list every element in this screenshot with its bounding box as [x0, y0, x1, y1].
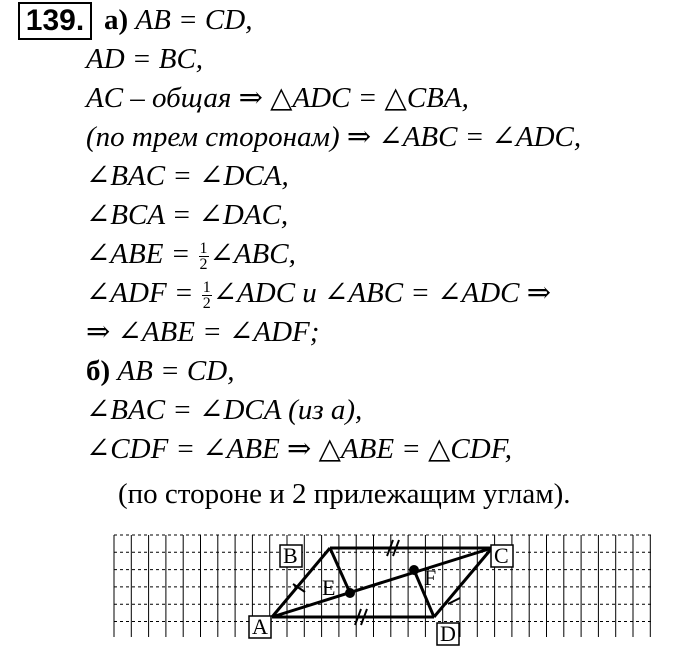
point-f [409, 565, 419, 575]
vertex-label-b: B [283, 543, 298, 568]
line-7-right: ∠ABC, [209, 238, 296, 270]
fraction-numerator: 1 [199, 239, 208, 257]
line-1-text: AB = CD, [135, 4, 253, 36]
line-4: (по трем сторонам) ⇒ ∠ABC = ∠ADC, [86, 121, 582, 153]
line-8-right: ∠ADC и ∠ABC = ∠ADC ⇒ [212, 277, 552, 309]
line-11: ∠BAC = ∠DCA (из а), [86, 394, 363, 426]
grid [114, 535, 654, 637]
vertex-label-c: C [494, 543, 509, 568]
part-a-label: а) [104, 4, 129, 36]
vertex-label-d: D [440, 621, 456, 646]
line-3: AC – общая ⇒ △ADC = △CBA, [86, 82, 469, 114]
fraction-denominator: 2 [199, 255, 208, 273]
line-12: ∠CDF = ∠ABE ⇒ △ABE = △CDF, [86, 433, 512, 465]
line-9: ⇒ ∠ABE = ∠ADF; [86, 316, 320, 348]
line-8-left: ∠ADF = [86, 277, 201, 309]
vertex-label-f: F [424, 565, 437, 590]
part-b-label: б) [86, 355, 111, 387]
line-5: ∠BAC = ∠DCA, [86, 160, 289, 192]
problem-number: 139. [18, 2, 92, 40]
vertex-label-e: E [322, 575, 336, 600]
figure-lines [272, 548, 492, 617]
fraction-denominator-2: 2 [202, 294, 211, 312]
vertex-label-a: A [252, 614, 268, 639]
line-2: AD = BC, [86, 43, 204, 75]
line-10-text: AB = CD, [117, 355, 235, 387]
line-7-left: ∠ABE = [86, 238, 198, 270]
line-6: ∠BCA = ∠DAC, [86, 199, 289, 231]
point-e [345, 588, 355, 598]
line-13: (по стороне и 2 прилежащим углам). [118, 478, 571, 510]
diagonal-ac [272, 548, 492, 617]
fraction-numerator-2: 1 [202, 278, 211, 296]
